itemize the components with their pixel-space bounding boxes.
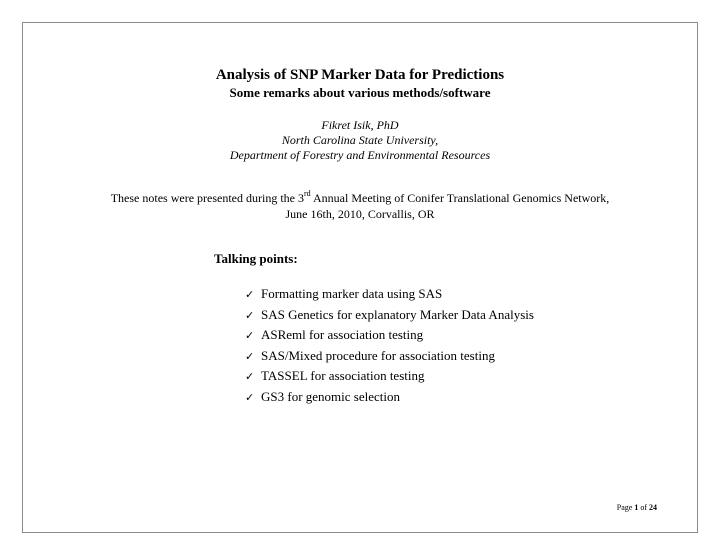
list-item xyxy=(245,346,534,367)
list-item xyxy=(245,366,534,387)
presentation-note xyxy=(0,191,720,206)
checkmark-icon: ✓ xyxy=(245,390,255,404)
list-item xyxy=(245,325,534,346)
note-suffix: Annual Meeting of Conifer Translational Genomics Network, xyxy=(310,191,610,205)
author-department: Department of Forestry and Environmental Resources xyxy=(229,148,491,162)
of-label: of xyxy=(638,503,649,512)
list-item-text: SAS/Mixed procedure for association testing xyxy=(261,347,495,363)
checkmark-icon: ✓ xyxy=(245,288,255,301)
checkmark-icon: ✓ xyxy=(245,329,255,343)
total-pages: 24 xyxy=(649,503,657,512)
checkmark-icon: ✓ xyxy=(245,370,255,384)
talking-points-heading: Talking points: xyxy=(214,251,298,266)
list-item xyxy=(245,387,534,408)
page-label: Page xyxy=(616,503,635,512)
note-prefix: These notes were presented during the 3 xyxy=(110,191,304,205)
list-item-text: GS3 for genomic selection xyxy=(261,388,400,404)
page-number-footer xyxy=(617,503,657,513)
document-subtitle: Some remarks about various methods/software xyxy=(229,85,491,100)
list-item-text: Formatting marker data using SAS xyxy=(261,286,443,301)
list-item-text: TASSEL for association testing xyxy=(261,368,425,384)
checkmark-icon: ✓ xyxy=(245,349,255,363)
author-name: Fikret Isik, PhD xyxy=(321,118,399,132)
list-item-text: ASReml for association testing xyxy=(261,327,424,343)
talking-points-list xyxy=(245,284,534,408)
list-item xyxy=(245,284,534,305)
current-page-number: 1 xyxy=(634,503,639,512)
document-title: Analysis of SNP Marker Data for Predictions xyxy=(215,67,505,83)
presentation-date-location: June 16th, 2010, Corvallis, OR xyxy=(285,207,435,221)
note-superscript: rd xyxy=(303,189,311,198)
checkmark-icon: ✓ xyxy=(245,308,255,322)
list-item xyxy=(245,305,534,326)
list-item-text: SAS Genetics for explanatory Marker Data Analysis xyxy=(261,306,534,322)
author-affiliation: North Carolina State University, xyxy=(281,133,439,147)
